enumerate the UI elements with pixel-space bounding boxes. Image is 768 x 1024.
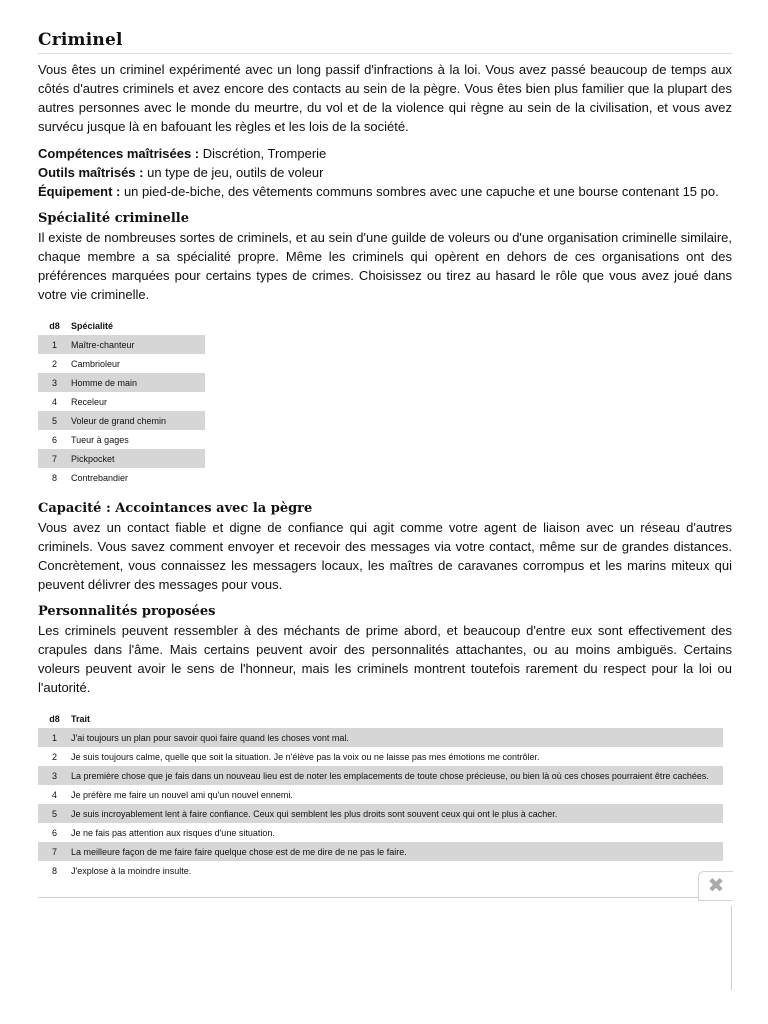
table-cell-specialty: Tueur à gages [71, 434, 129, 445]
proficiency-value: un type de jeu, outils de voleur [143, 165, 324, 180]
table-cell-roll: 8 [51, 472, 57, 483]
table-cell-roll: 2 [51, 751, 57, 762]
table-row [38, 747, 723, 766]
table-row [38, 354, 205, 373]
table-row [38, 411, 205, 430]
table-cell-roll: 7 [38, 449, 71, 468]
feature-heading: Capacité : Accointances avec la pègre [38, 501, 313, 516]
table-cell-roll: 8 [51, 865, 57, 876]
proficiency-list [38, 144, 732, 201]
table-row [38, 728, 723, 747]
close-button[interactable] [698, 871, 733, 901]
close-icon: ✖ [707, 875, 725, 897]
proficiency-skills [38, 144, 732, 163]
scroll-track [731, 906, 732, 990]
table-cell-roll: 1 [38, 728, 71, 747]
column-header-d8: d8 [49, 320, 60, 331]
table-row [38, 785, 723, 804]
table-cell-roll: 3 [38, 766, 71, 785]
table-header-row [38, 316, 205, 335]
table-row [38, 335, 205, 354]
page-title: Criminel [38, 30, 732, 54]
proficiency-label: Compétences maîtrisées : [38, 146, 200, 161]
table-row [38, 823, 723, 842]
table-cell-specialty: Receleur [71, 396, 108, 407]
table-row [38, 766, 723, 785]
table-row [38, 804, 723, 823]
specialty-heading: Spécialité criminelle [38, 211, 189, 226]
table-row [38, 861, 723, 880]
feature-paragraph: Vous avez un contact fiable et digne de confiance qui agit comme votre agent de liaison avec un réseau d'autres criminels. Vous savez comment envoyer et recevoir des messages via votre contact, même sur de grandes distances. Concrètement, vous connaissez les messagers locaux, les maîtres de caravanes corrompus et les marins miteux qui peuvent délivrer des messages pour vous. [38, 520, 732, 592]
table-cell-roll: 6 [51, 434, 57, 445]
column-header-specialty: Spécialité [71, 320, 114, 331]
table-cell-trait: Je suis incroyablement lent à faire confiance. Ceux qui semblent les plus droits sont souvent ceux qui ont le plus à cacher. [71, 804, 723, 823]
table-cell-roll: 2 [51, 358, 57, 369]
table-cell-roll: 3 [38, 373, 71, 392]
table-cell-roll: 5 [38, 411, 71, 430]
table-cell-roll: 6 [51, 827, 57, 838]
proficiency-value: un pied-de-biche, des vêtements communs sombres avec une capuche et une bourse contenant 15 po. [120, 184, 719, 199]
table-cell-specialty: Voleur de grand chemin [71, 411, 205, 430]
table-row [38, 468, 205, 487]
table-cell-roll: 4 [51, 789, 57, 800]
personality-paragraph: Les criminels peuvent ressembler à des méchants de prime abord, et beaucoup d'entre eux sont effectivement des crapules dans l'âme. Mais certains peuvent avoir des personnalités attachantes, ou au moins ambiguës. Certains voleurs peuvent avoir le sens de l'honneur, mais les criminels montrent toutefois rarement du respect pour la loi ou l'autorité. [38, 623, 732, 695]
table-cell-trait: J'ai toujours un plan pour savoir quoi faire quand les choses vont mal. [71, 728, 723, 747]
personality-heading: Personnalités proposées [38, 604, 216, 619]
table-cell-specialty: Homme de main [71, 373, 205, 392]
section-divider [38, 897, 698, 898]
table-cell-trait: Je ne fais pas attention aux risques d'une situation. [71, 827, 275, 838]
table-cell-trait: La meilleure façon de me faire faire quelque chose est de me dire de ne pas le faire. [71, 842, 723, 861]
table-cell-trait: La première chose que je fais dans un nouveau lieu est de noter les emplacements de toute chose précieuse, ou bien là où ces choses pourraient être cachées. [71, 766, 723, 785]
table-row [38, 430, 205, 449]
table-cell-roll: 7 [38, 842, 71, 861]
specialty-paragraph: Il existe de nombreuses sortes de criminels, et au sein d'une guilde de voleurs ou d'une organisation criminelle similaire, chaque membre a sa spécialité propre. Même les criminels qui opèrent en dehors de ces organisations ont des préférences marquées pour certains types de crimes. Choisissez ou tirez au hasard le rôle que vous avez joué dans votre vie criminelle. [38, 230, 732, 302]
intro-paragraph: Vous êtes un criminel expérimenté avec un long passif d'infractions à la loi. Vous avez passé beaucoup de temps aux côtés d'autres criminels et avez encore des contacts au sein de la pègre. Vous êtes bien plus familier que la plupart des autres personnes avec le monde du meurtre, du vol et de la violence qui règne au sein de la civilisation, et vous avez survécu jusque là en bafouant les règles et les lois de la société. [38, 62, 732, 134]
table-cell-roll: 4 [51, 396, 57, 407]
document-page [38, 30, 732, 893]
proficiency-label: Équipement : [38, 184, 121, 199]
table-cell-specialty: Maître-chanteur [71, 335, 205, 354]
table-cell-trait: Je suis toujours calme, quelle que soit la situation. Je n'élève pas la voix ou ne laisse pas mes émotions me contrôler. [71, 751, 540, 762]
column-header-trait: Trait [71, 713, 91, 724]
table-cell-specialty: Cambrioleur [71, 358, 121, 369]
table-cell-trait: J'explose à la moindre insulte. [71, 865, 192, 876]
table-row [38, 449, 205, 468]
table-cell-specialty: Contrebandier [71, 472, 129, 483]
personality-trait-table [38, 709, 723, 880]
table-row [38, 392, 205, 411]
table-cell-roll: 5 [38, 804, 71, 823]
proficiency-value: Discrétion, Tromperie [199, 146, 327, 161]
proficiency-tools [38, 163, 732, 182]
column-header-d8: d8 [49, 713, 60, 724]
proficiency-equipment [38, 182, 732, 201]
table-cell-roll: 1 [38, 335, 71, 354]
table-row [38, 373, 205, 392]
table-cell-specialty: Pickpocket [71, 449, 205, 468]
table-row [38, 842, 723, 861]
specialty-table [38, 316, 205, 487]
table-header-row [38, 709, 723, 728]
table-cell-trait: Je préfère me faire un nouvel ami qu'un nouvel ennemi. [71, 789, 293, 800]
proficiency-label: Outils maîtrisés : [38, 165, 144, 180]
